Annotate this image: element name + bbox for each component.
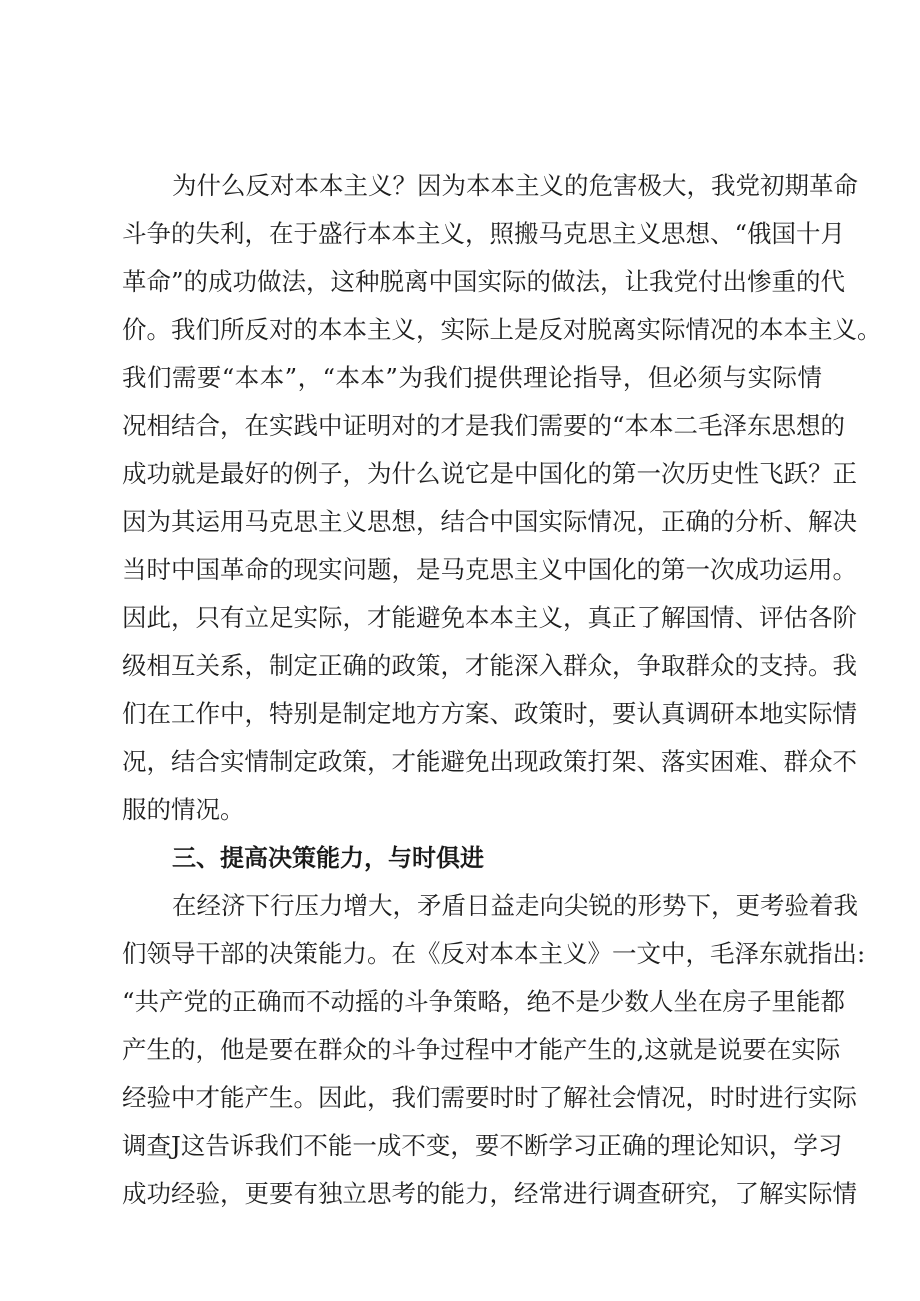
paragraph-1-line-2: 斗争的失利，在于盛行本本主义，照搬马克思主义思想、“俄国十月 bbox=[122, 219, 846, 248]
paragraph-1-line-11: 级相互关系，制定正确的政策，才能深入群众，争取群众的支持。我 bbox=[122, 651, 857, 680]
paragraph-2-line-4: 产生的，他是要在群众的斗争过程中才能产生的,这就是说要在实际 bbox=[122, 1035, 841, 1064]
paragraph-2-line-2: 们领导干部的决策能力。在《反对本本主义》一文中，毛泽东就指出: bbox=[122, 939, 866, 968]
paragraph-1-line-9: 当时中国革命的现实问题，是马克思主义中国化的第一次成功运用。 bbox=[122, 555, 857, 584]
paragraph-1-line-4: 价。我们所反对的本本主义，实际上是反对脱离实际情况的本本主义。 bbox=[122, 315, 882, 344]
paragraph-1-line-8: 因为其运用马克思主义思想，结合中国实际情况，正确的分析、解决 bbox=[122, 507, 857, 536]
section-heading: 三、提高决策能力，与时俱进 bbox=[172, 844, 484, 872]
paragraph-1-line-7: 成功就是最好的例子，为什么说它是中国化的第一次历史性飞跃？正 bbox=[122, 459, 857, 488]
paragraph-1-line-12: 们在工作中，特别是制定地方方案、政策时，要认真调研本地实际情 bbox=[122, 699, 857, 728]
paragraph-1-line-3: 革命”的成功做法，这种脱离中国实际的做法，让我党付出惨重的代 bbox=[122, 267, 846, 296]
paragraph-1-line-5: 我们需要“本本”，“本本”为我们提供理论指导，但必须与实际情 bbox=[122, 363, 822, 392]
paragraph-2-line-5: 经验中才能产生。因此，我们需要时时了解社会情况，时时进行实际 bbox=[122, 1083, 857, 1112]
paragraph-1-line-13: 况，结合实情制定政策，才能避免出现政策打架、落实困难、群众不 bbox=[122, 747, 857, 776]
paragraph-2-line-7: 成功经验，更要有独立思考的能力，经常进行调查研究，了解实际情 bbox=[122, 1179, 857, 1208]
paragraph-2-line-1: 在经济下行压力增大，矛盾日益走向尖锐的形势下，更考验着我 bbox=[172, 891, 858, 920]
paragraph-2-line-6: 调查J这告诉我们不能一成不变，要不断学习正确的理论知识，学习 bbox=[122, 1131, 843, 1160]
paragraph-2-line-3: “共产党的正确而不动摇的斗争策略，绝不是少数人坐在房子里能都 bbox=[122, 987, 846, 1016]
paragraph-1-line-10: 因此，只有立足实际，才能避免本本主义，真正了解国情、评估各阶 bbox=[122, 603, 857, 632]
paragraph-1-line-1: 为什么反对本本主义？因为本本主义的危害极大，我党初期革命 bbox=[172, 171, 858, 200]
paragraph-1-line-14: 服的情况。 bbox=[122, 795, 245, 824]
paragraph-1-line-6: 况相结合，在实践中证明对的才是我们需要的“本本二毛泽东思想的 bbox=[122, 411, 846, 440]
